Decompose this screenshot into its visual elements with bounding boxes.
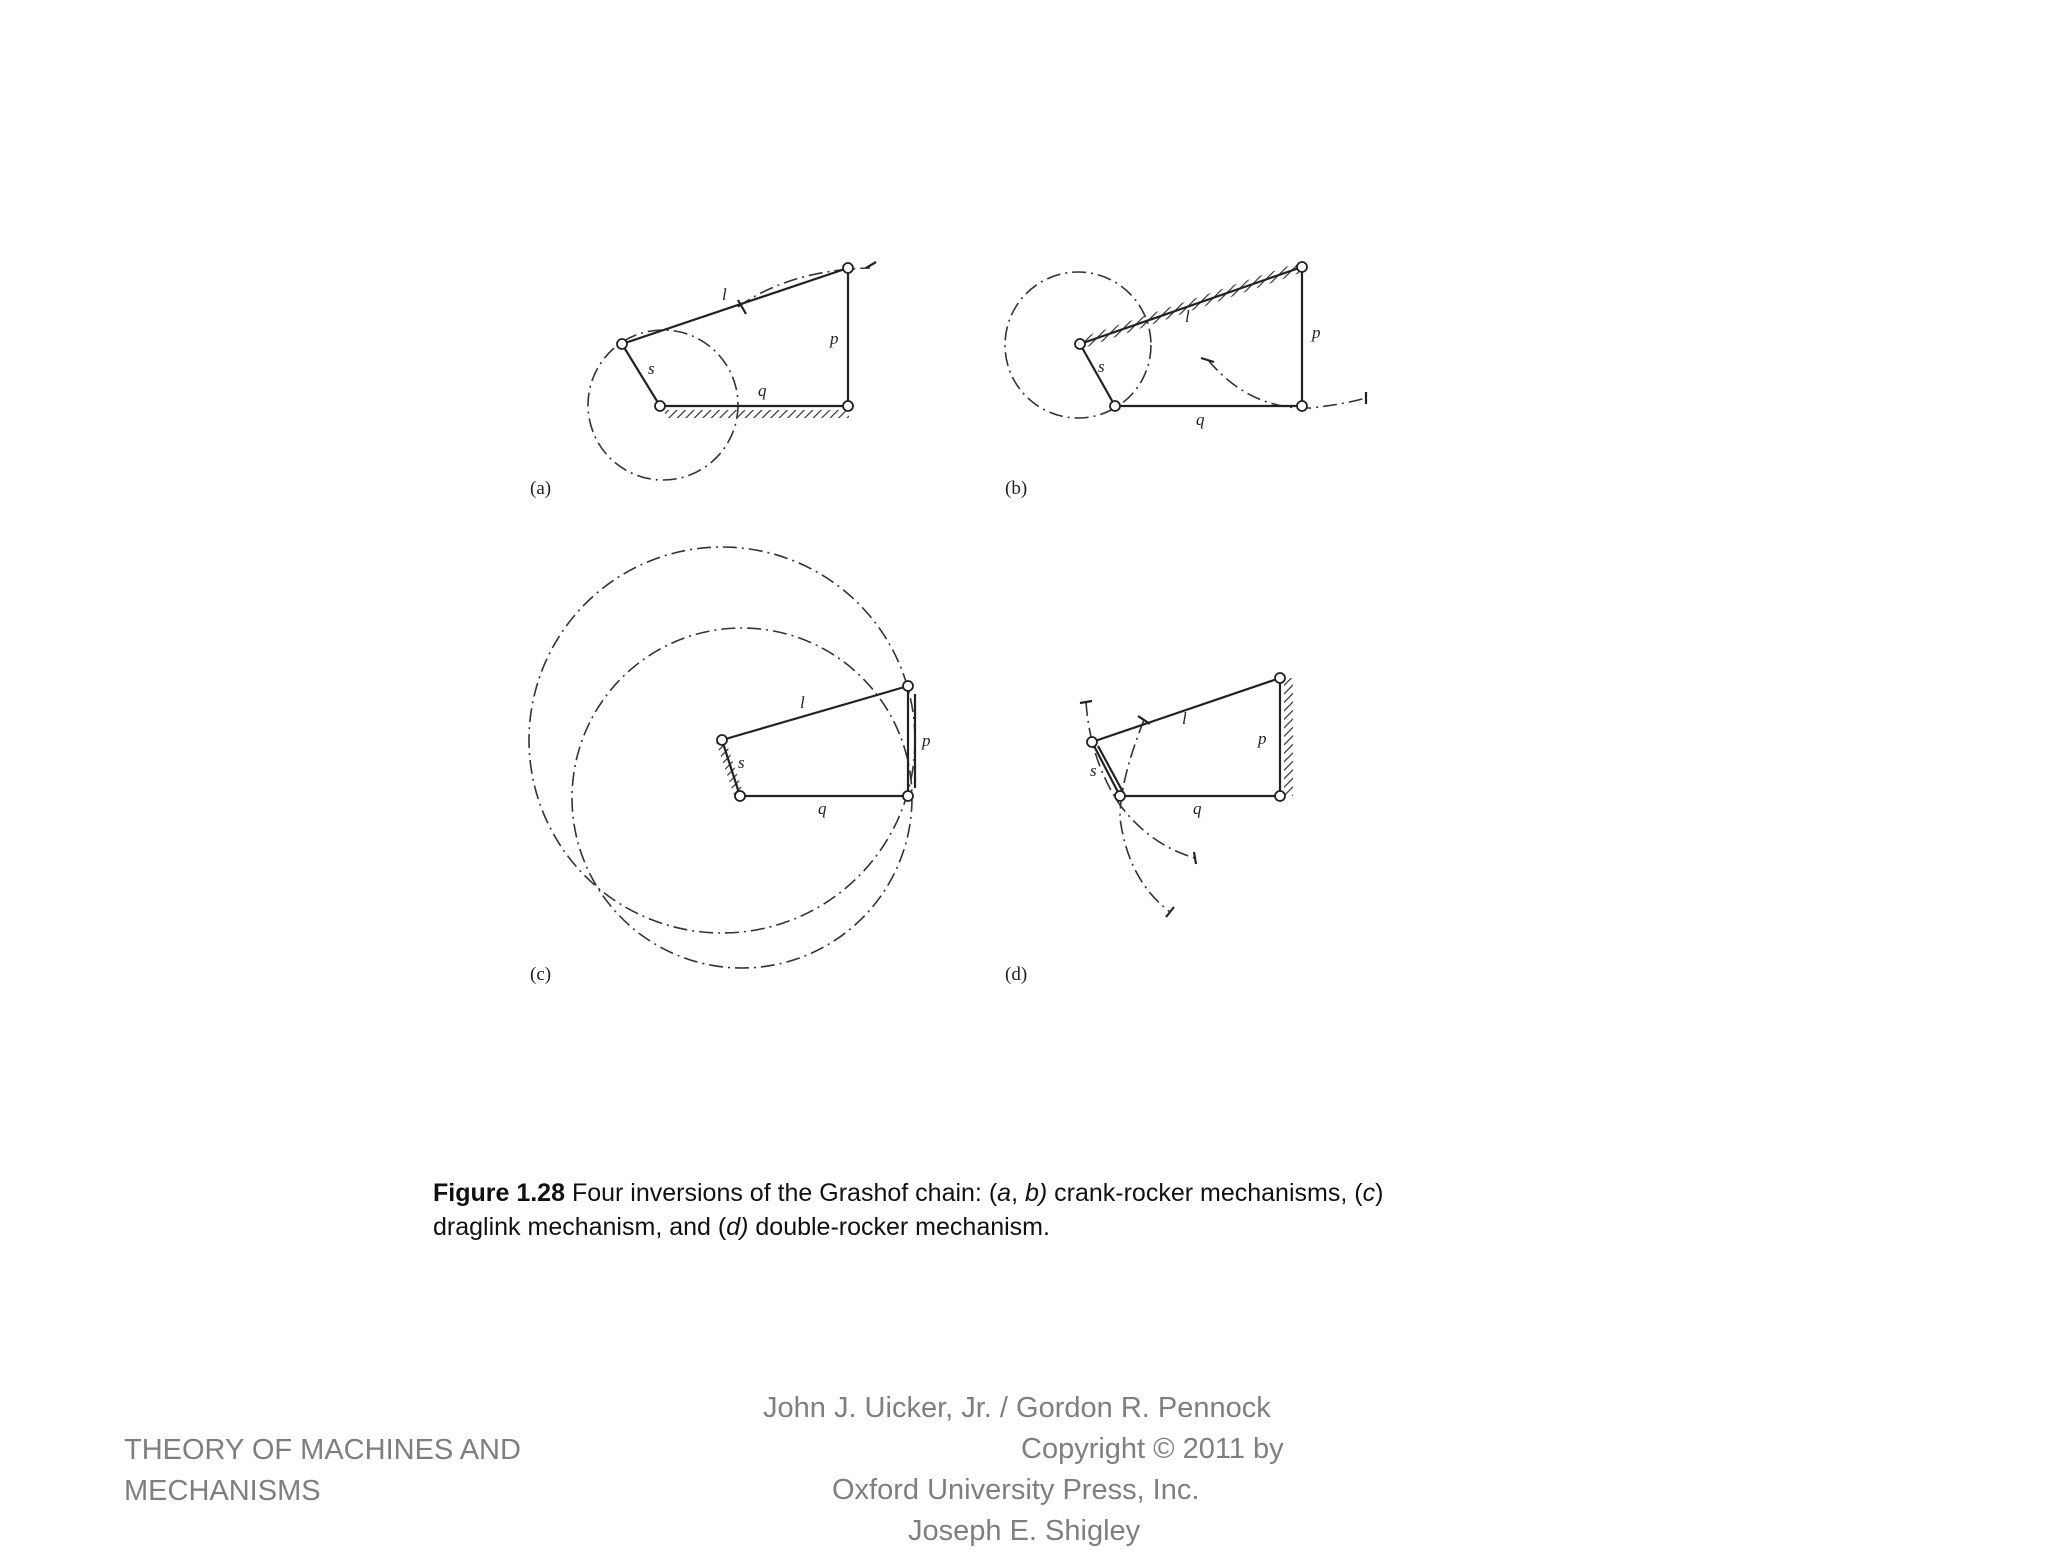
figure-number: Figure 1.28 <box>433 1179 565 1207</box>
panel-a-label-l: l <box>722 285 727 304</box>
panel-c-joint <box>735 791 745 801</box>
panel-a-label-q: q <box>758 381 767 400</box>
panel-c-joint <box>717 735 727 745</box>
book-title <box>124 1430 644 1512</box>
panel-c-label-q: q <box>818 799 827 818</box>
panel-b-label-q: q <box>1196 410 1205 429</box>
panel-d-joint <box>1275 791 1285 801</box>
panel-b-label-l: l <box>1185 307 1190 326</box>
panel-c-link-l <box>722 686 908 740</box>
panel-c <box>529 547 931 985</box>
panel-b-joint <box>1297 401 1307 411</box>
footer-credits <box>700 1388 1700 1552</box>
panel-c-joint <box>903 791 913 801</box>
caption-text: draglink mechanism, and ( <box>433 1213 727 1241</box>
caption-italic-a: a <box>997 1179 1012 1207</box>
panel-b-joint <box>1075 339 1085 349</box>
caption-text: Four inversions of the Grashof chain: ( <box>565 1179 998 1207</box>
panel-d-joint <box>1275 673 1285 683</box>
panel-b-caption-label: (b) <box>1005 478 1028 499</box>
figure-caption <box>433 1176 1453 1244</box>
panel-d <box>1005 673 1293 985</box>
footer-author2: Joseph E. Shigley <box>908 1515 1141 1547</box>
panel-d-caption-label: (d) <box>1005 964 1028 985</box>
panel-a-label-p: p <box>830 329 839 348</box>
book-title-line: MECHANISMS <box>124 1475 321 1507</box>
caption-text: crank-rocker mechanisms, ( <box>1047 1179 1363 1207</box>
panel-b-joint <box>1110 401 1120 411</box>
panel-d-joint <box>1115 791 1125 801</box>
panel-a-joint <box>843 401 853 411</box>
panel-c-caption-label: (c) <box>530 964 552 985</box>
panel-a-joint <box>655 401 665 411</box>
panel-a-ground <box>665 410 849 418</box>
caption-italic-c: c <box>1362 1179 1376 1207</box>
caption-italic-d: d) <box>726 1213 749 1241</box>
panel-a-caption-label: (a) <box>530 478 552 499</box>
panel-d-label-l: l <box>1182 709 1187 728</box>
panel-a-joint <box>843 263 853 273</box>
panel-c-label-l: l <box>800 693 805 712</box>
panel-a-joint <box>617 339 627 349</box>
panel-d-ground <box>1284 678 1293 796</box>
panel-b-label-s: s <box>1098 357 1105 376</box>
panel-b-rocker-path <box>1208 360 1366 408</box>
footer-publisher: Oxford University Press, Inc. <box>832 1474 1200 1506</box>
panel-d-label-p: p <box>1258 729 1267 748</box>
panel-b-joint <box>1297 262 1307 272</box>
panel-c-label-s: s <box>738 753 745 772</box>
book-title-line: THEORY OF MACHINES AND <box>124 1434 521 1466</box>
caption-text: double-rocker mechanism. <box>748 1213 1050 1241</box>
panel-a-label-s: s <box>648 359 655 378</box>
panel-d-rocker-path-l <box>1120 720 1170 912</box>
panel-a-link-l <box>622 268 848 344</box>
footer-copyright: Copyright © 2011 by <box>1021 1433 1284 1465</box>
panel-a-rocker-path <box>738 268 870 307</box>
panel-c-label-p: p <box>922 731 931 750</box>
panel-b-label-p: p <box>1312 323 1321 342</box>
panel-b <box>1005 262 1366 499</box>
panel-d-label-q: q <box>1193 799 1202 818</box>
panel-c-joint <box>903 681 913 691</box>
footer-authors: John J. Uicker, Jr. / Gordon R. Pennock <box>763 1392 1271 1424</box>
panel-d-label-s: s <box>1090 761 1097 780</box>
panel-d-joint <box>1087 737 1097 747</box>
caption-text: , <box>1011 1179 1025 1207</box>
panel-b-link-l <box>1080 267 1302 344</box>
caption-text: ) <box>1375 1179 1384 1207</box>
panel-a <box>530 262 876 499</box>
caption-italic-b: b) <box>1024 1179 1048 1207</box>
